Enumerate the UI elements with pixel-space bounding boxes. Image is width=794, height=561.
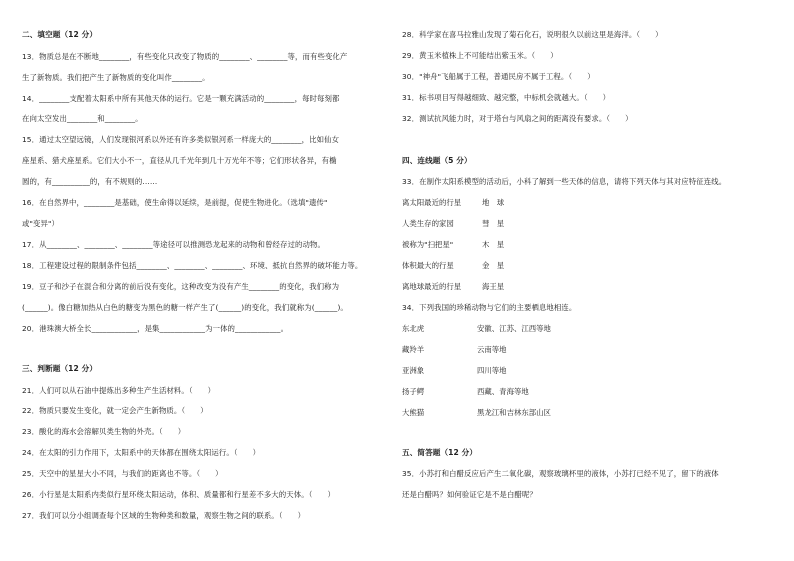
section-title: 四、连线题（5 分） xyxy=(402,156,472,165)
question-line: 或"变异"） xyxy=(22,219,59,228)
match-right: 云南等地 xyxy=(477,345,507,354)
question-line: 还是白醋吗？如何验证它是不是白醋呢？ xyxy=(402,490,537,499)
match-right: 黑龙江和吉林东部山区 xyxy=(477,408,551,417)
question-line: 14．________支配着太阳系中所有其他天体的运行。它是一颗充满活动的________，每时每刻都 xyxy=(22,94,340,103)
question-line: 26．小行星是太阳系内类似行星环绕太阳运动，体积、质量都和行星差不多大的天体。（ ） xyxy=(22,490,336,499)
question-line: 27．我们可以分小组调查每个区域的生物种类和数量，观察生物之间的联系。（ ） xyxy=(22,511,306,520)
question-line: 座星系、猎犬座星系。它们大小不一，直径从几千光年到几十万光年不等；它们形状各异，有椭 xyxy=(22,156,337,165)
question-line: 30．"神舟"飞船属于工程，普通民房不属于工程。（ ） xyxy=(402,72,595,81)
match-right: 彗 星 xyxy=(482,219,505,228)
match-right: 金 星 xyxy=(482,261,505,270)
question-line: 22．物质只要发生变化，就一定会产生新物质。（ ） xyxy=(22,406,208,415)
match-right: 木 星 xyxy=(482,240,505,249)
match-left: 人类生存的家园 xyxy=(402,219,454,228)
question-line: 生了新物质。我们把产生了新物质的变化叫作________。 xyxy=(22,73,210,82)
question-line: 在向太空发出________和________。 xyxy=(22,114,143,123)
match-left: 离地球最近的行星 xyxy=(402,282,462,291)
question-line: 31．标书项目写得越细致、越完整，中标机会就越大。（ ） xyxy=(402,93,611,102)
question-line: 圆的，有__________的，有不规则的…… xyxy=(22,177,158,186)
section-title: 二、填空题（12 分） xyxy=(22,30,98,39)
match-left: 体积最大的行星 xyxy=(402,261,454,270)
question-line: (______)。像白糖加热从白色的糖变为黑色的糖一样产生了(______)的变化，我们就称为(______)。 xyxy=(22,303,348,312)
question-line: 29．黄玉米植株上不可能结出紫玉米。（ ） xyxy=(402,51,558,60)
section-title: 三、判断题（12 分） xyxy=(22,364,98,373)
section-title: 五、简答题（12 分） xyxy=(402,448,478,457)
question-line: 19．豆子和沙子在混合和分离的前后没有变化，这种改变为没有产生________的变化，我们称为 xyxy=(22,282,340,291)
match-pair xyxy=(402,219,504,229)
match-pair xyxy=(402,282,504,292)
question-line: 18．工程建设过程的限制条件包括________、________、________、环境、抵抗自然界的破坏能力等。 xyxy=(22,261,363,270)
match-left: 离太阳最近的行星 xyxy=(402,198,462,207)
question-line: 17．从________、________、________等途径可以推测恐龙起来的动物和曾经存过的动物。 xyxy=(22,240,325,249)
question-line: 32．测试抗风能力时，对于塔台与风扇之间的距离没有要求。（ ） xyxy=(402,114,633,123)
match-left: 扬子鳄 xyxy=(402,387,425,396)
question-line: 21．人们可以从石油中提炼出多种生产生活材料。（ ） xyxy=(22,386,216,395)
question-line: 33．在制作太阳系模型的活动后，小科了解到一些天体的信息，请将下列天体与其对应特征连线。 xyxy=(402,177,727,186)
question-line: 13．物质总是在不断地________，有些变化只改变了物质的________、________等，而有些变化产 xyxy=(22,52,348,61)
match-left: 藏羚羊 xyxy=(402,345,425,354)
question-line: 25．天空中的星星大小不同，与我们的距离也不等。（ ） xyxy=(22,469,223,478)
question-line: 35．小苏打和白醋反应后产生二氧化碳，观察玻璃杯里的液体，小苏打已经不见了，留下的液体 xyxy=(402,469,719,478)
match-pair xyxy=(402,345,507,355)
match-right: 西藏、青海等地 xyxy=(477,387,529,396)
match-right: 地 球 xyxy=(482,198,505,207)
match-pair xyxy=(402,198,504,208)
match-pair xyxy=(402,366,507,376)
match-pair xyxy=(402,408,551,418)
match-right: 安徽、江苏、江西等地 xyxy=(477,324,551,333)
question-line: 34．下列我国的珍稀动物与它们的主要栖息地相连。 xyxy=(402,303,577,312)
match-pair xyxy=(402,240,504,250)
match-right: 海王星 xyxy=(482,282,505,291)
match-left: 被称为"扫把星" xyxy=(402,240,454,249)
question-line: 24．在太阳的引力作用下，太阳系中的天体都在围绕太阳运行。（ ） xyxy=(22,448,261,457)
question-line: 15．通过太空望远镜，人们发现银河系以外还有许多类似银河系一样庞大的________，比如仙女 xyxy=(22,135,340,144)
match-pair xyxy=(402,387,529,397)
question-line: 20．港珠澳大桥全长____________，是集____________为一体的____________。 xyxy=(22,324,289,333)
match-pair xyxy=(402,324,551,334)
match-left: 大熊猫 xyxy=(402,408,425,417)
question-line: 16．在自然界中，________是基础，使生命得以延续，是前提，促使生物进化。（选填"遗传" xyxy=(22,198,328,207)
question-line: 23．酸化的海水会溶解贝类生物的外壳。（ ） xyxy=(22,427,186,436)
match-left: 东北虎 xyxy=(402,324,425,333)
match-pair xyxy=(402,261,504,271)
match-right: 四川等地 xyxy=(477,366,507,375)
question-line: 28．科学家在喜马拉雅山发现了菊石化石，说明很久以前这里是海洋。（ ） xyxy=(402,30,663,39)
match-left: 亚洲象 xyxy=(402,366,425,375)
